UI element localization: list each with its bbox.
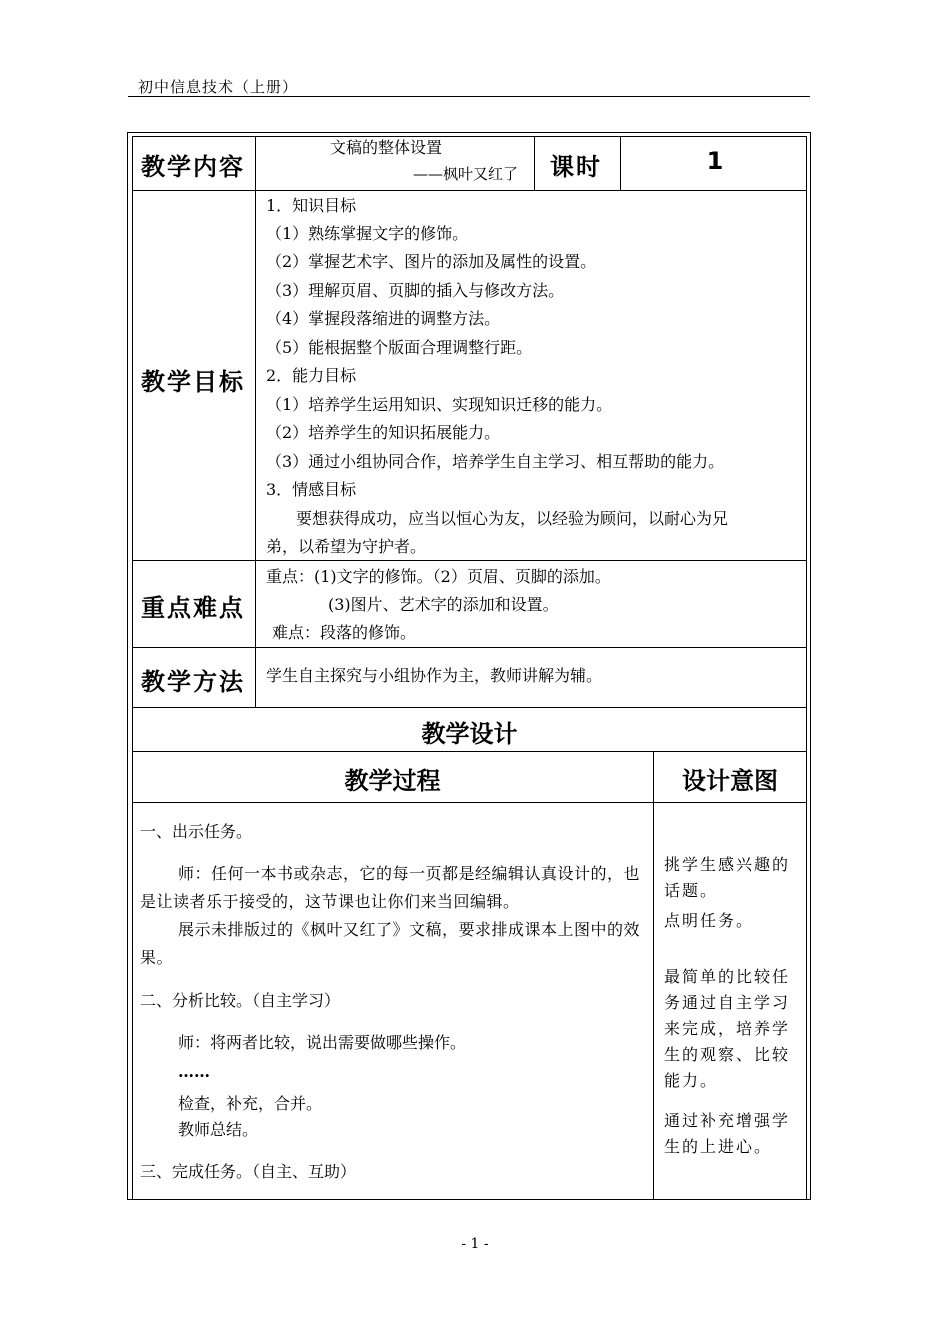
process-section-title: 三、完成任务。（自主、互助）	[140, 1162, 357, 1181]
period-label: 课时	[550, 153, 602, 181]
lesson-title: 文稿的整体设置	[330, 138, 443, 157]
process-line: 教师总结。	[178, 1120, 259, 1139]
header-rule	[128, 96, 810, 97]
method-label: 教学方法	[141, 668, 245, 696]
intent-note: 挑学生感兴趣的话题。	[664, 855, 791, 900]
intent-note: 最简单的比较任务通过自主学习来完成，培养学生的观察、比较能力。	[664, 967, 791, 1090]
intent-note: 点明任务。	[664, 911, 755, 930]
lesson-subtitle: ——枫叶又红了	[413, 165, 519, 183]
process-paragraph: 展示未排版过的《枫叶又红了》文稿，要求排成课本上图中的效果。	[140, 920, 641, 967]
row-divider	[132, 707, 807, 708]
design-title: 教学设计	[421, 720, 518, 748]
objective-line: 2．能力目标	[266, 366, 357, 385]
row-divider	[132, 751, 807, 752]
method-text: 学生自主探究与小组协作为主，教师讲解为辅。	[266, 666, 603, 685]
process-header: 教学过程	[344, 767, 441, 795]
column-divider	[620, 136, 621, 190]
key-point-line: (3)图片、艺术字的添加和设置。	[328, 595, 559, 614]
objectives-label: 教学目标	[141, 368, 245, 396]
objective-line: 1．知识目标	[266, 196, 357, 215]
objective-line: （2）培养学生的知识拓展能力。	[266, 423, 501, 442]
objective-line: （3）通过小组协同合作，培养学生自主学习、相互帮助的能力。	[266, 452, 725, 471]
objective-line: （1）熟练掌握文字的修饰。	[266, 224, 469, 243]
row-divider	[132, 802, 807, 803]
key-points-label: 重点难点	[141, 594, 245, 622]
process-line: 检查，补充，合并。	[178, 1094, 323, 1113]
objective-line: （1）培养学生运用知识、实现知识迁移的能力。	[266, 395, 613, 414]
objective-line: （2）掌握艺术字、图片的添加及属性的设置。	[266, 252, 597, 271]
objective-line: 3．情感目标	[266, 480, 357, 499]
column-divider	[534, 136, 535, 190]
row-divider	[132, 560, 807, 561]
intent-note: 通过补充增强学生的上进心。	[664, 1111, 791, 1156]
page-number: - 1 -	[461, 1236, 489, 1252]
objective-line: 弟，以希望为守护者。	[266, 537, 427, 556]
objective-line: （4）掌握段落缩进的调整方法。	[266, 309, 501, 328]
content-label: 教学内容	[141, 153, 245, 181]
column-divider	[653, 751, 654, 1200]
intent-header: 设计意图	[682, 767, 778, 795]
process-section-title: 二、分析比较。（自主学习）	[140, 991, 341, 1010]
process-line: ……	[178, 1062, 210, 1081]
column-divider	[255, 136, 256, 707]
objective-line: 要想获得成功，应当以恒心为友，以经验为顾问，以耐心为兄	[296, 509, 729, 528]
key-point-line: 难点：段落的修饰。	[272, 623, 417, 642]
objective-line: （3）理解页眉、页脚的插入与修改方法。	[266, 281, 565, 300]
period-value: 1	[706, 147, 724, 175]
row-divider	[132, 647, 807, 648]
process-paragraph: 师：任何一本书或杂志，它的每一页都是经编辑认真设计的，也是让读者乐于接受的，这节课也让你们来当回编辑。	[140, 864, 641, 911]
process-line: 师：将两者比较，说出需要做哪些操作。	[178, 1033, 467, 1052]
process-section-title: 一、出示任务。	[140, 822, 253, 841]
row-divider	[132, 190, 807, 191]
objective-line: （5）能根据整个版面合理调整行距。	[266, 338, 533, 357]
header-title: 初中信息技术（上册）	[138, 78, 299, 96]
key-point-line: 重点：(1)文字的修饰。（2）页眉、页脚的添加。	[266, 567, 611, 586]
